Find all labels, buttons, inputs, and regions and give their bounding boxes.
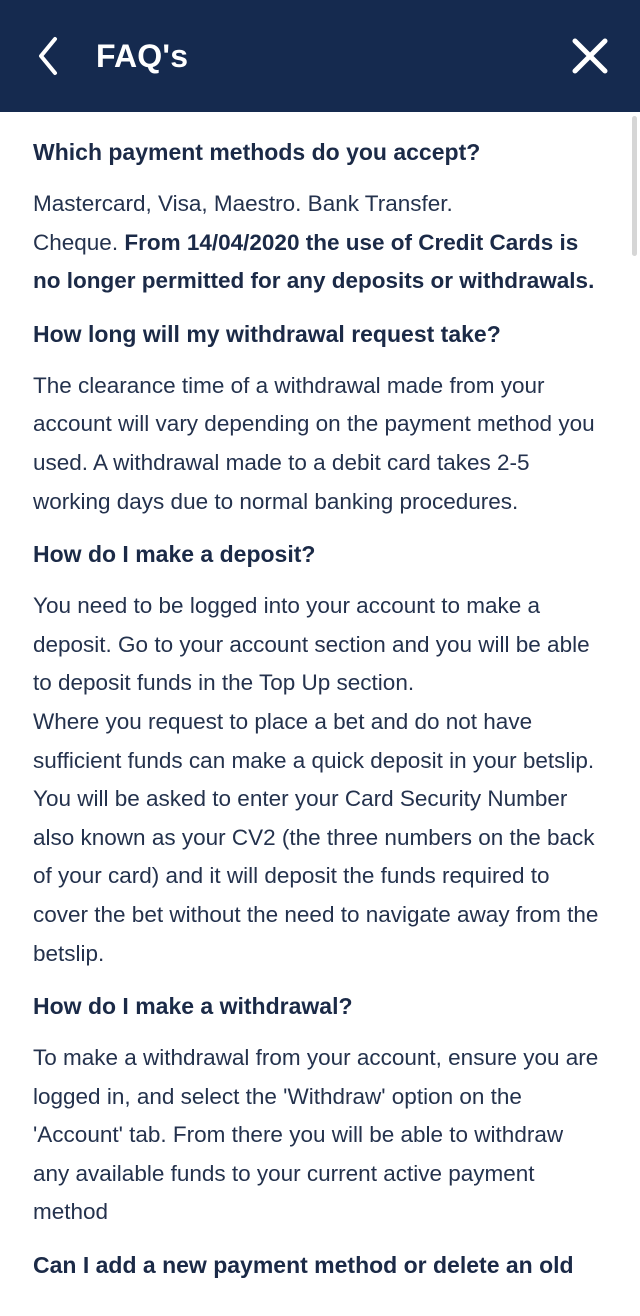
close-button[interactable] (564, 30, 616, 82)
page-title: FAQ's (96, 38, 189, 74)
faq-item-withdrawal-time (33, 317, 600, 521)
chevron-left-icon (31, 34, 65, 78)
back-button[interactable] (24, 30, 72, 82)
faq-item-make-withdrawal (33, 989, 600, 1232)
faq-question: How do I make a deposit? (33, 541, 316, 568)
faq-answer: The clearance time of a withdrawal made from your account will vary depending on the payment method you used. A withdrawal made to a debit card takes 2-5 working days due to normal banking procedures. (33, 372, 595, 514)
faq-answer-paragraph: Where you request to place a bet and do not have sufficient funds can make a quick deposit in your betslip. You will be asked to enter your Card Security Number also known as your CV2 (the three numbers on the back of your card) and it will deposit the funds required to cover the bet without the need to navigate away from the betslip. (33, 708, 599, 966)
header-bar (0, 0, 640, 112)
faq-list (0, 112, 640, 1282)
faq-answer (33, 587, 600, 973)
faq-answer-plain: Mastercard, Visa, Maestro. Bank Transfer. Cheque. (33, 191, 453, 255)
faq-answer-bold: From 14/04/2020 the use of Credit Cards is no longer permitted for any deposits or withdrawals. (33, 229, 595, 294)
faq-question: Which payment methods do you accept? (33, 139, 481, 165)
faq-question: How long will my withdrawal request take? (33, 320, 501, 347)
faq-answer: To make a withdrawal from your account, ensure you are logged in, and select the 'Withdraw' option on the 'Account' tab. From there you will be able to withdraw any available funds to your current active payment method (33, 1045, 599, 1225)
close-icon (570, 36, 610, 76)
faq-item-payment-methods (33, 135, 600, 301)
faq-question: Can I add a new payment method or delete an old (33, 1252, 574, 1279)
faq-question: How do I make a withdrawal? (33, 993, 353, 1020)
faq-answer-paragraph: You need to be logged into your account to make a deposit. Go to your account section and you will be able to deposit funds in the Top Up section. (33, 593, 590, 696)
faq-item-payment-method-change (33, 1248, 600, 1282)
faq-content[interactable] (0, 112, 640, 1316)
scrollbar[interactable] (632, 116, 637, 256)
faq-item-make-deposit (33, 537, 600, 973)
faq-answer (33, 185, 600, 301)
